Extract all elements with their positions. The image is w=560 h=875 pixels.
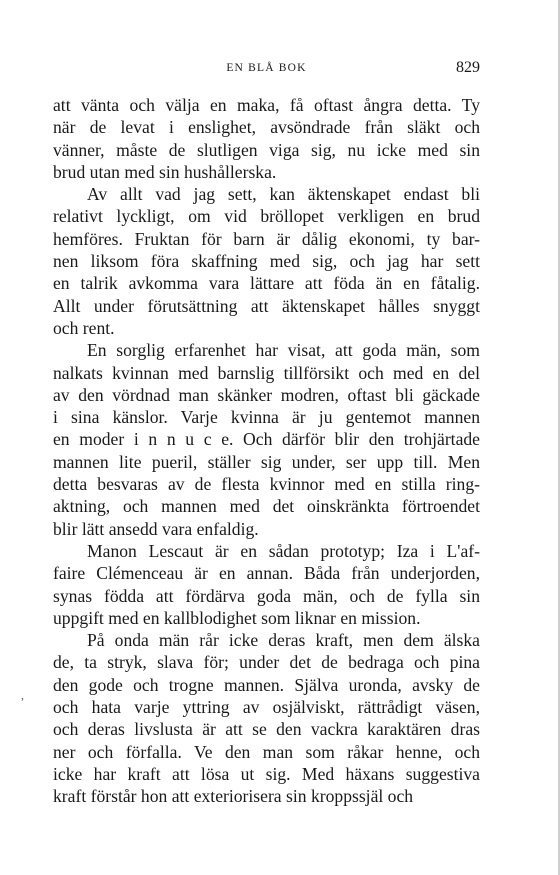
text-line: vänner, måste de slutligen viga sig, nu icke med sin <box>53 139 480 160</box>
text-line: uppgift med en kallblodighet som liknar en mission. <box>53 607 421 628</box>
text-line: nen liksom föra skaffning med sig, och jag har sett <box>53 251 480 272</box>
text-line: detta besvaras av de flesta kvinnor med en stilla ring- <box>53 474 480 495</box>
text-line: synas födda att fördärva goda män, och de fylla sin <box>53 585 480 606</box>
text-line: kraft förstår hon att exteriorisera sin kroppssjäl och <box>53 786 414 807</box>
text-line: På onda män rår icke deras kraft, men dem älska <box>87 630 480 651</box>
text-line: och rent. <box>53 317 115 338</box>
text-line: Manon Lescaut är en sådan prototyp; Iza i L'af- <box>87 540 480 561</box>
text-line: nalkats kvinnan med barnslig tillförsikt och med en del <box>53 362 480 383</box>
text-line: och hata varje yttring av osjälviskt, rättrådigt väsen, <box>53 697 480 718</box>
text-line: de, ta stryk, slava för; under det de bedraga och pina <box>53 652 480 673</box>
text-line: aktning, och mannen med det oinskränkta förtroendet <box>53 496 480 517</box>
text-line: mannen lite pueril, ställer sig under, ser upp till. Men <box>53 451 480 472</box>
paragraph <box>53 94 480 183</box>
paragraph <box>53 629 480 807</box>
text-line: en talrik avkomma vara lättare att föda än en fåtalig. <box>53 273 480 294</box>
page-header <box>53 59 480 82</box>
text-line: En sorglig erfarenhet har visat, att goda män, som <box>87 340 480 361</box>
margin-mark: , <box>21 688 24 702</box>
text-line: faire Clémenceau är en annan. Båda från underjorden, <box>53 563 480 584</box>
text-line: blir lätt ansedd vara enfaldig. <box>53 518 259 539</box>
paragraph <box>53 540 480 629</box>
text-line: i sina känslor. Varje kvinna är ju gentemot mannen <box>53 407 480 428</box>
paragraph <box>53 339 480 540</box>
text-line: en moder i n n u c e. Och därför blir den trohjärtade <box>53 429 480 450</box>
paragraph <box>53 183 480 339</box>
text-line: Allt under förutsättning att äktenskapet hålles snyggt <box>53 295 480 316</box>
text-line: av den vördnad man skänker modren, oftast bli gäckade <box>53 384 480 405</box>
page-number: 829 <box>456 59 480 76</box>
body-text <box>53 94 480 808</box>
text-line: relativt lyckligt, om vid bröllopet verkligen en brud <box>53 206 480 227</box>
text-line: Av allt vad jag sett, kan äktenskapet endast bli <box>87 184 480 205</box>
text-line: och deras livslusta är att se den vackra karaktären dras <box>53 719 480 740</box>
running-title: EN BLÅ BOK <box>226 62 307 74</box>
text-line: icke har kraft att lösa ut sig. Med häxans suggestiva <box>53 763 480 784</box>
text-line: att vänta och välja en maka, få oftast ångra detta. Ty <box>53 95 480 115</box>
text-line: den gode och trogne mannen. Själva uronda, avsky de <box>53 674 480 695</box>
text-line: när de levat i enslighet, avsöndrade från släkt och <box>53 117 480 138</box>
text-line: hemföres. Fruktan för barn är dålig ekonomi, ty bar- <box>53 228 480 249</box>
text-line: brud utan med sin hushållerska. <box>53 161 277 182</box>
text-line: ner och förfalla. Ve den man som råkar henne, och <box>53 741 480 762</box>
